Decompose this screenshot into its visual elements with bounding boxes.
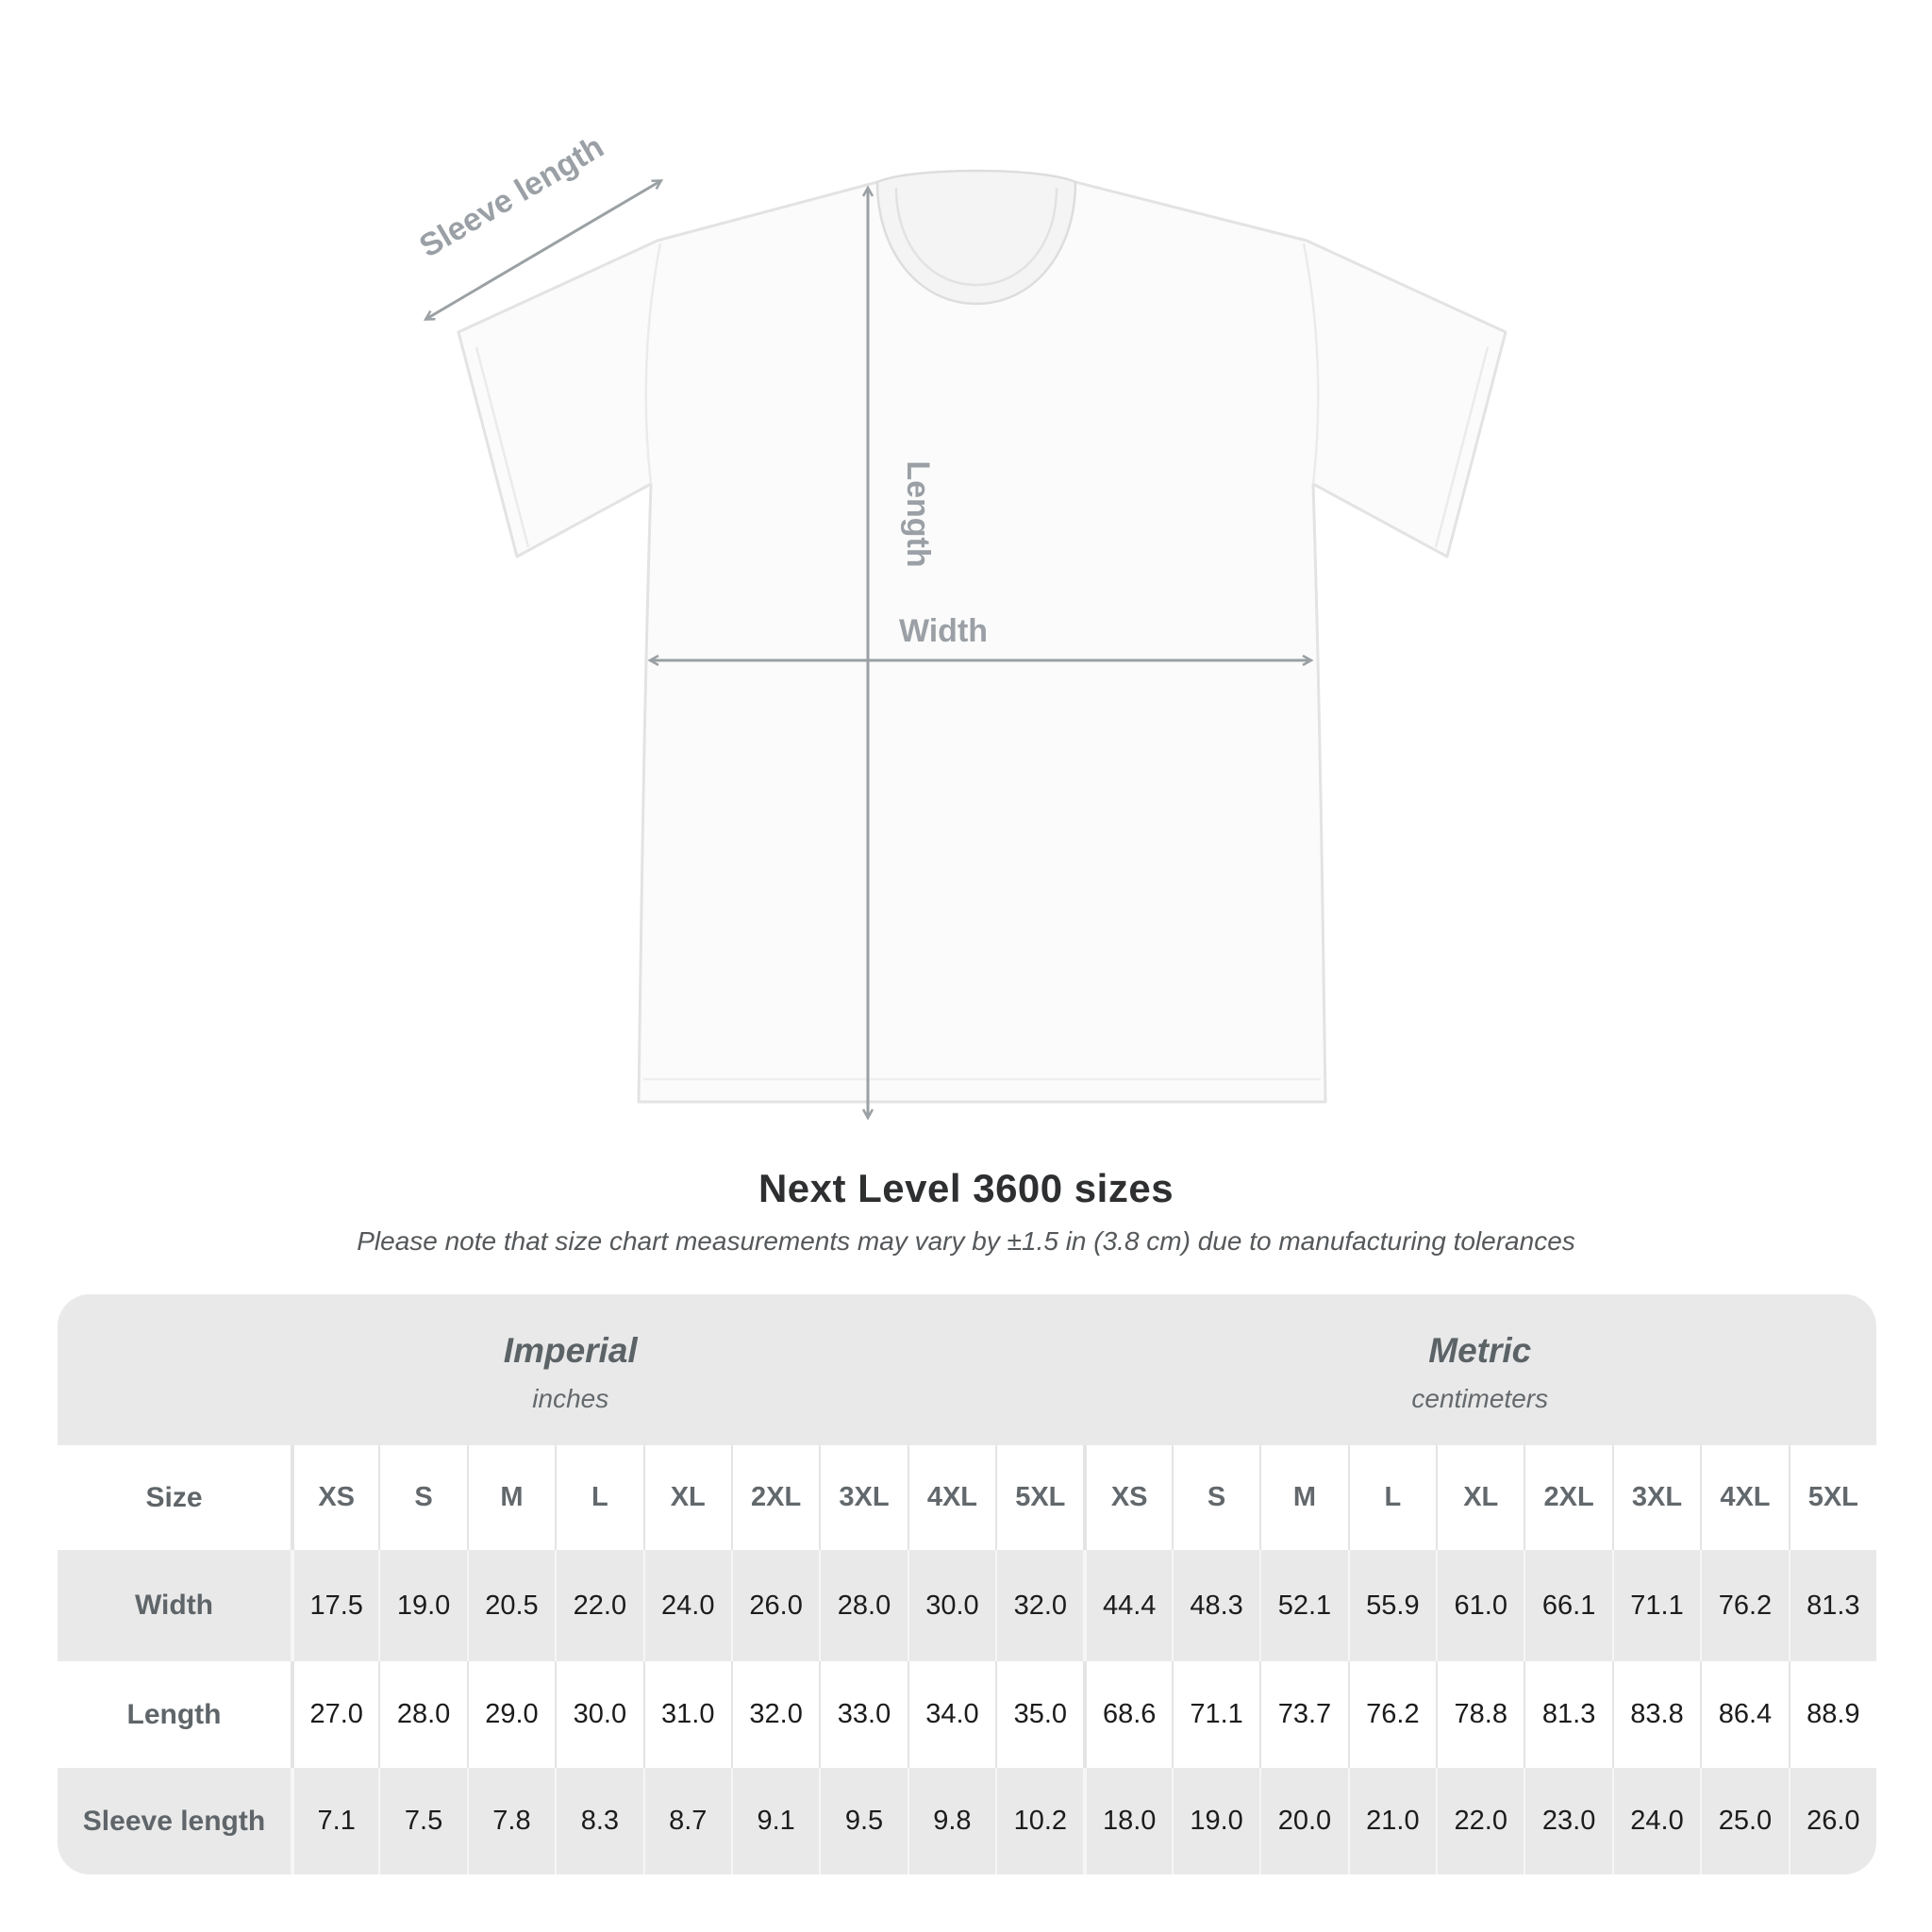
imperial-title: Imperial — [503, 1331, 638, 1370]
value-cell: 48.3 — [1172, 1550, 1259, 1661]
size-col-header: S — [1172, 1445, 1259, 1550]
size-header-row — [58, 1445, 1876, 1550]
size-col-header: XL — [1436, 1445, 1524, 1550]
size-col-header: 3XL — [819, 1445, 907, 1550]
value-cell: 21.0 — [1348, 1768, 1436, 1874]
length-label: Length — [900, 460, 936, 568]
size-col-header: M — [467, 1445, 555, 1550]
size-table — [58, 1294, 1876, 1874]
size-col-header: M — [1259, 1445, 1347, 1550]
value-cell: 71.1 — [1612, 1550, 1700, 1661]
imperial-header — [58, 1294, 1084, 1445]
value-cell: 61.0 — [1436, 1550, 1524, 1661]
value-cell: 76.2 — [1348, 1661, 1436, 1768]
value-cell: 30.0 — [908, 1550, 995, 1661]
value-cell: 7.8 — [467, 1768, 555, 1874]
value-cell: 81.3 — [1789, 1550, 1876, 1661]
size-col-header: XS — [1083, 1445, 1171, 1550]
value-cell: 10.2 — [995, 1768, 1083, 1874]
value-cell: 32.0 — [995, 1550, 1083, 1661]
metric-header — [1084, 1294, 1877, 1445]
value-cell: 7.5 — [378, 1768, 466, 1874]
width-row — [58, 1550, 1876, 1661]
value-cell: 26.0 — [731, 1550, 819, 1661]
size-label: Size — [145, 1481, 203, 1513]
value-cell: 30.0 — [555, 1661, 642, 1768]
value-cell: 8.7 — [643, 1768, 731, 1874]
value-cell: 29.0 — [467, 1661, 555, 1768]
value-cell: 26.0 — [1789, 1768, 1876, 1874]
unit-header-band — [58, 1294, 1876, 1445]
value-cell: 8.3 — [555, 1768, 642, 1874]
value-cell: 22.0 — [1436, 1768, 1524, 1874]
row-label: Length — [126, 1698, 222, 1730]
value-cell: 76.2 — [1700, 1550, 1788, 1661]
row-label: Sleeve length — [82, 1805, 266, 1837]
value-cell: 20.5 — [467, 1550, 555, 1661]
size-col-header: 3XL — [1612, 1445, 1700, 1550]
value-cell: 73.7 — [1259, 1661, 1347, 1768]
value-cell: 7.1 — [291, 1768, 378, 1874]
value-cell: 88.9 — [1789, 1661, 1876, 1768]
size-col-header: 2XL — [731, 1445, 819, 1550]
value-cell: 78.8 — [1436, 1661, 1524, 1768]
size-col-header: L — [555, 1445, 642, 1550]
value-cell: 18.0 — [1083, 1768, 1171, 1874]
value-cell: 9.8 — [908, 1768, 995, 1874]
size-col-header: XL — [643, 1445, 731, 1550]
value-cell: 71.1 — [1172, 1661, 1259, 1768]
value-cell: 17.5 — [291, 1550, 378, 1661]
row-label: Width — [134, 1590, 214, 1621]
value-cell: 35.0 — [995, 1661, 1083, 1768]
value-cell: 34.0 — [908, 1661, 995, 1768]
page-title: Next Level 3600 sizes — [758, 1166, 1174, 1210]
value-cell: 19.0 — [378, 1550, 466, 1661]
size-col-header: XS — [291, 1445, 378, 1550]
size-col-header: 5XL — [995, 1445, 1083, 1550]
value-cell: 9.1 — [731, 1768, 819, 1874]
size-col-header: 5XL — [1789, 1445, 1876, 1550]
metric-title: Metric — [1428, 1331, 1532, 1370]
sleeve-length-label: Sleeve length — [413, 128, 610, 265]
value-cell: 81.3 — [1524, 1661, 1611, 1768]
length-row — [58, 1661, 1876, 1768]
value-cell: 66.1 — [1524, 1550, 1611, 1661]
value-cell: 23.0 — [1524, 1768, 1611, 1874]
value-cell: 55.9 — [1348, 1550, 1436, 1661]
value-cell: 24.0 — [1612, 1768, 1700, 1874]
size-col-header: L — [1348, 1445, 1436, 1550]
value-cell: 9.5 — [819, 1768, 907, 1874]
value-cell: 32.0 — [731, 1661, 819, 1768]
value-cell: 20.0 — [1259, 1768, 1347, 1874]
size-col-header: 4XL — [1700, 1445, 1788, 1550]
metric-unit: centimeters — [1411, 1384, 1549, 1413]
value-cell: 68.6 — [1083, 1661, 1171, 1768]
size-col-header: S — [378, 1445, 466, 1550]
value-cell: 86.4 — [1700, 1661, 1788, 1768]
value-cell: 28.0 — [378, 1661, 466, 1768]
width-label: Width — [898, 613, 989, 649]
imperial-unit: inches — [532, 1384, 609, 1413]
value-cell: 22.0 — [555, 1550, 642, 1661]
value-cell: 24.0 — [643, 1550, 731, 1661]
value-cell: 25.0 — [1700, 1768, 1788, 1874]
size-col-header: 2XL — [1524, 1445, 1611, 1550]
value-cell: 33.0 — [819, 1661, 907, 1768]
value-cell: 28.0 — [819, 1550, 907, 1661]
value-cell: 83.8 — [1612, 1661, 1700, 1768]
value-cell: 31.0 — [643, 1661, 731, 1768]
value-cell: 19.0 — [1172, 1768, 1259, 1874]
value-cell: 52.1 — [1259, 1550, 1347, 1661]
value-cell: 27.0 — [291, 1661, 378, 1768]
size-col-header: 4XL — [908, 1445, 995, 1550]
value-cell: 44.4 — [1083, 1550, 1171, 1661]
tolerance-note: Please note that size chart measurements may vary by ±1.5 in (3.8 cm) due to manufacturing tolerances — [357, 1226, 1575, 1256]
sleeve-length-row — [58, 1768, 1876, 1874]
